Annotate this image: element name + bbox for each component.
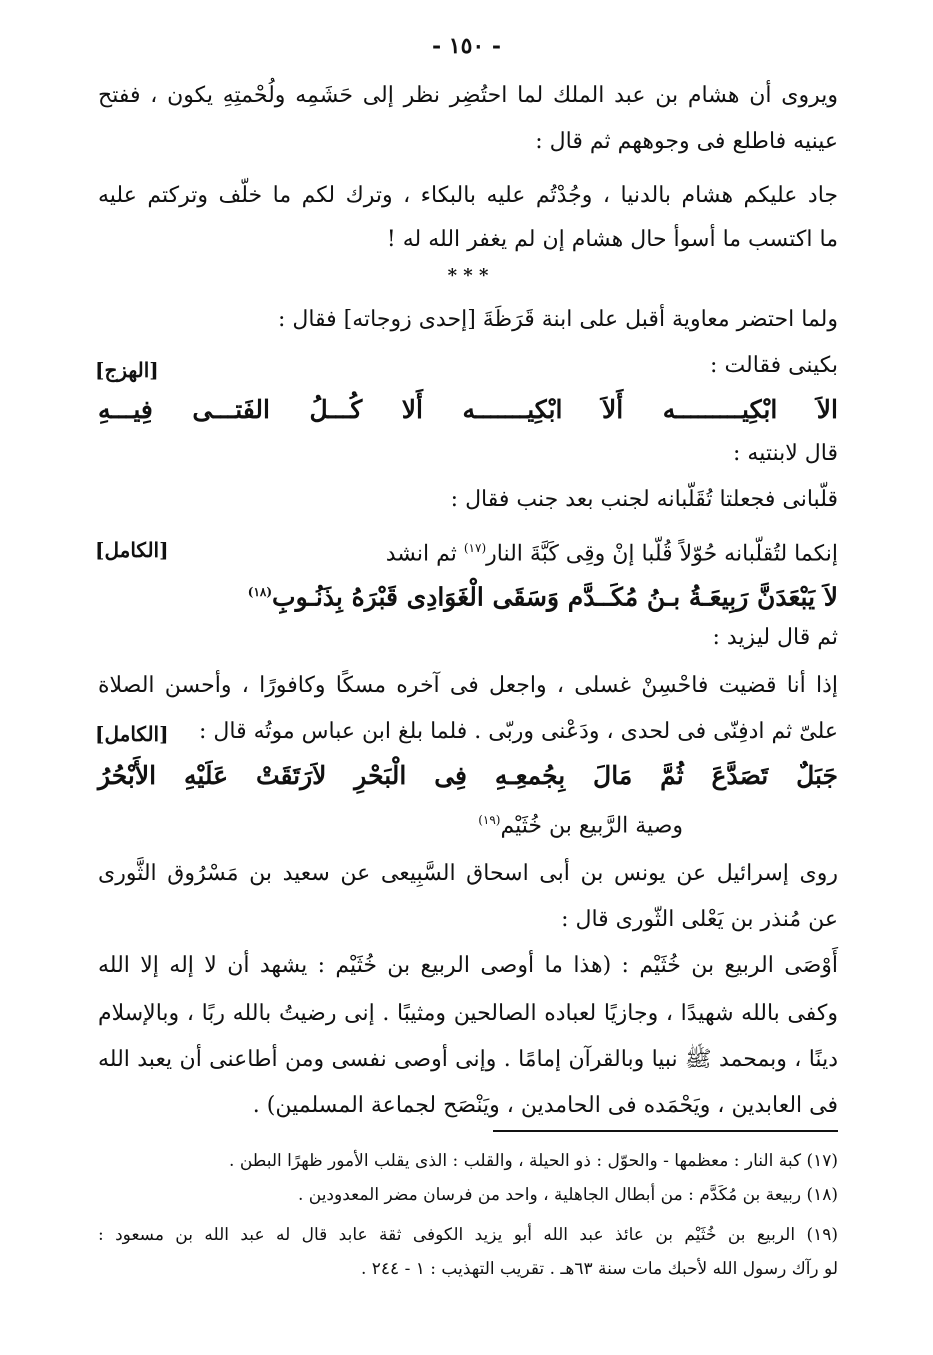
footnote-ref: (١٧) [463, 541, 487, 555]
text-line: إذا أنا قضيت فاحْسِنْ غسلى ، واجعل فى آخره مسكًا وكافورًا ، وأحسن الصلاة [98, 673, 838, 698]
text-line: بكينى فقالت : [710, 353, 838, 378]
text-line: روى إسرائيل عن يونس بن أبى اسحاق السَّبِيعى عن سعيد بن مَسْرُوق الثَّورى [98, 861, 838, 886]
text-line: علىّ ثم ادفِنّى فى لحدى ، ودَعْنى وربّى . فلما بلغ ابن عباس موتُه قال : [199, 719, 838, 744]
poetry-verse: جَبَلٌ تَصَدَّعَ ثُمَّ مَالَ بِجُمعِـهِ فِى الْبَحْرِ لاَرَتَقَتْ عَلَيْهِ الأَبْحُرُ [98, 761, 838, 790]
text-line: ولما احتضر معاوية أقبل على ابنة قَرَظَةَ [إحدى زوجاته] فقال : [277, 307, 838, 332]
footnote: (١٧) كبة النار : معظمها - والحوّل : ذو الحيلة ، والقلب : الذى يقلب الأمور ظهرًا البطن . [229, 1151, 838, 1171]
text-line: ثم قال ليزيد : [712, 625, 838, 650]
text-line: أَوْصَى الربيع بن خُثَيْم : (هذا ما أوصى الربيع بن خُثَيْم : يشهد أن لا إله إلا الله [98, 953, 838, 978]
section-separator: * * * [447, 265, 489, 286]
meter-label: [الكامل] [95, 722, 169, 746]
text-line: عن مُنذر بن يَعْلى الثّورى قال : [561, 907, 838, 932]
text-line: ويروى أن هشام بن عبد الملك لما احتُضِر نظر إلى حَشَمِه ولُحْمتِهِ يكون ، ففتح [98, 83, 838, 108]
footnote: (١٨) ربيعة بن مُكَدَّم : من أبطال الجاهلية ، واحد من فرسان مضر المعدودين . [297, 1185, 838, 1205]
text-line: جاد عليكم هشام بالدنيا ، وجُدْتُم عليه بالبكاء ، وترك لكم ما خلّف وتركتم عليه [98, 183, 838, 208]
poetry-verse: الاَ ابْكِيـــــــــه أَلاَ ابْكِيـــــــه أَلا كُـــلُ الفَتـــى فِيـــهِ [98, 395, 838, 424]
page-number: - ١٥٠ - [431, 33, 502, 59]
text-line: وكفى بالله شهيدًا ، وجازيًا لعباده الصالحين ومثيبًا . إنى رضيتُ بالله ربًا ، وبالإسلام [98, 1001, 838, 1026]
poetry-verse [98, 572, 838, 617]
text-segment: إنكما لتُقلّبانه حُوّلاً قُلّبا إنْ وقِى كَبَّةَ النار [486, 541, 838, 567]
meter-label: [الكامل] [95, 538, 169, 562]
text-line: فى العابدين ، ويَحْمَده فى الحامدين ، ويَنْصَح لجماعة المسلمين) . [252, 1093, 838, 1118]
section-heading [303, 800, 683, 846]
text-line: قال لابنتيه : [733, 441, 838, 466]
footnote: لو رآك رسول الله لأحبك مات سنة ٦٣هـ . تقريب التهذيب : ١ - ٢٤٤ . [360, 1259, 838, 1279]
footnote-ref: (١٩) [478, 813, 501, 827]
verse-text: لاَ يَبْعَدَنَّ رَبِيعَـةُ بـنُ مُكَــدَّم وَسَقَى الْغَوَادِى قَبْرَهُ بِذَنُـوبِ [272, 582, 838, 612]
text-segment: ثم انشد [385, 541, 464, 567]
footnote-divider [493, 1130, 838, 1132]
footnote: (١٩) الربيع بن خُثَيْم بن عائذ عبد الله أبو يزيد الكوفى ثقة عابد قال له عبد الله بن مسعود : [98, 1225, 838, 1245]
heading-text: وصية الرَّبيع بن خُثَيْم [500, 813, 683, 839]
footnote-ref: (١٨) [247, 585, 273, 599]
text-line: دينًا ، وبمحمد ﷺ نبيا وبالقرآن إمامًا . وإنى أوصى نفسى ومن أطاعنى أن يعبد الله [98, 1047, 838, 1072]
text-line: ما اكتسب ما أسوأ حال هشام إن لم يغفر الله له ! [386, 227, 838, 252]
text-line: قلّبانى فجعلتا تُقَلّبانه لجنب بعد جنب فقال : [450, 487, 838, 512]
text-line [358, 528, 838, 574]
meter-label: [الهزج] [95, 358, 159, 382]
text-line: عينيه فاطلع فى وجوههم ثم قال : [535, 129, 838, 154]
